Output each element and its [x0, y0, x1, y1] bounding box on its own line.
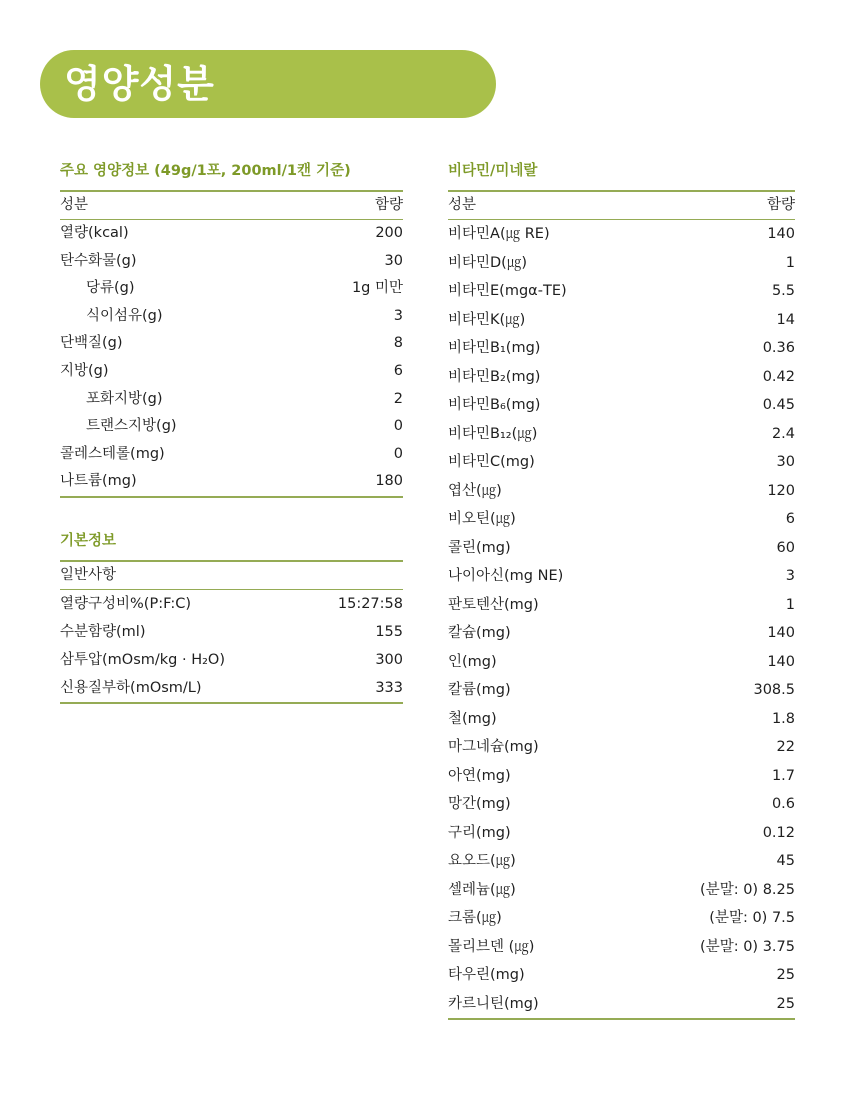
- table-row: [448, 990, 795, 1020]
- row-value: 1.7: [771, 767, 795, 784]
- row-value: (분말: 0) 7.5: [709, 910, 795, 926]
- basic-title: 기본정보: [60, 533, 117, 549]
- table-row: [448, 847, 795, 876]
- row-value: 1.8: [771, 710, 795, 727]
- row-value: 0: [393, 418, 403, 435]
- basic-section: [60, 530, 403, 704]
- row-name: 나이아신(mg NE): [448, 568, 564, 584]
- table-row: [60, 358, 403, 386]
- nutrition-title: 주요 영양정보 (49g/1포, 200ml/1캔 기준): [60, 163, 351, 179]
- table-row: [448, 534, 795, 563]
- table-row: [60, 386, 403, 414]
- row-value: 180: [299, 468, 404, 497]
- row-value: 155: [375, 624, 403, 640]
- row-name: 판토텐산(mg): [448, 596, 539, 613]
- table-row: [60, 330, 403, 358]
- row-value: 3: [393, 307, 403, 324]
- row-value: 6: [393, 362, 403, 379]
- nutrition-col-name: 성분: [60, 191, 299, 220]
- row-value: 25: [641, 990, 795, 1020]
- row-value: 0.45: [762, 397, 795, 413]
- row-name: 포화지방(g): [86, 390, 163, 407]
- row-value: 1g 미만: [351, 280, 403, 297]
- row-value: 0: [393, 445, 403, 462]
- row-value: 1: [785, 596, 795, 613]
- page-title: 영양성분: [64, 61, 215, 106]
- table-row: [448, 819, 795, 848]
- row-value: 6: [785, 511, 795, 527]
- row-name: 망간(mg): [448, 796, 511, 812]
- row-value: 140: [767, 625, 795, 641]
- row-name: 비오틴(㎍): [448, 511, 516, 527]
- row-value: 1: [785, 254, 795, 271]
- basic-subheader: 일반사항: [60, 561, 403, 590]
- vitamins-col-value: 함량: [641, 191, 795, 220]
- row-name: 크롬(㎍): [448, 910, 502, 926]
- row-value: 25: [776, 967, 795, 983]
- row-value: 200: [375, 225, 403, 241]
- table-row: [448, 391, 795, 420]
- row-name: 구리(mg): [448, 824, 511, 841]
- table-row: [60, 220, 403, 248]
- table-row: [448, 420, 795, 449]
- row-value: 15:27:58: [337, 596, 403, 612]
- section-banner: [40, 50, 496, 118]
- table-row: [448, 961, 795, 990]
- row-name: 비타민D(㎍): [448, 254, 527, 271]
- row-name: 탄수화물(g): [60, 252, 137, 269]
- row-name: 타우린(mg): [448, 967, 525, 983]
- row-value: 0.12: [762, 824, 795, 841]
- table-row: [448, 904, 795, 933]
- row-name: 칼슘(mg): [448, 625, 511, 641]
- table-row: [448, 790, 795, 819]
- table-row: [448, 249, 795, 278]
- row-value: (분말: 0) 3.75: [700, 938, 795, 955]
- table-row: [448, 591, 795, 620]
- row-name: 요오드(㎍): [448, 853, 516, 869]
- table-row: [448, 933, 795, 962]
- row-value: 30: [776, 454, 795, 470]
- row-name: 지방(g): [60, 362, 109, 379]
- row-name: 카르니틴(mg): [448, 990, 641, 1020]
- row-value: 5.5: [771, 283, 795, 299]
- table-row: [60, 248, 403, 276]
- row-name: 마그네슘(mg): [448, 739, 539, 755]
- nutrition-col-value: 함량: [299, 191, 404, 220]
- row-name: 신용질부하(mOsm/L): [60, 674, 306, 703]
- table-row: [448, 733, 795, 762]
- basic-table: [60, 560, 403, 704]
- row-name: 인(mg): [448, 653, 497, 670]
- table-row: [448, 876, 795, 905]
- nutrition-section: [60, 160, 403, 498]
- row-name: 비타민C(mg): [448, 454, 535, 470]
- row-value: 30: [384, 252, 403, 269]
- table-row: [448, 363, 795, 392]
- table-row: [60, 468, 403, 497]
- table-row: [448, 648, 795, 677]
- table-row: [60, 413, 403, 441]
- row-value: 140: [767, 226, 795, 242]
- row-name: 나트륨(mg): [60, 468, 299, 497]
- row-name: 식이섬유(g): [86, 307, 163, 324]
- table-row: [448, 505, 795, 534]
- table-row: [60, 646, 403, 674]
- table-row: [448, 676, 795, 705]
- table-row: [60, 275, 403, 303]
- row-name: 비타민B₁₂(㎍): [448, 425, 538, 442]
- table-row: [448, 277, 795, 306]
- table-row: [448, 705, 795, 734]
- row-name: 철(mg): [448, 710, 497, 727]
- row-name: 콜레스테롤(mg): [60, 445, 165, 462]
- row-name: 비타민B₆(mg): [448, 397, 541, 413]
- row-value: 300: [375, 652, 403, 668]
- row-value: 2: [393, 390, 403, 407]
- row-name: 셀레늄(㎍): [448, 881, 516, 898]
- row-value: (분말: 0) 8.25: [700, 881, 795, 898]
- row-name: 아연(mg): [448, 767, 511, 784]
- row-value: 22: [776, 739, 795, 755]
- row-name: 비타민B₂(mg): [448, 368, 541, 385]
- row-value: 14: [776, 311, 795, 328]
- vitamins-col-name: 성분: [448, 191, 641, 220]
- table-row: [448, 619, 795, 648]
- row-name: 비타민E(mgα-TE): [448, 283, 567, 299]
- vitamins-title: 비타민/미네랄: [448, 163, 538, 179]
- row-name: 수분함량(ml): [60, 624, 146, 640]
- table-row: [448, 334, 795, 363]
- table-row: [60, 618, 403, 646]
- vitamins-table: [448, 190, 795, 1020]
- row-value: 45: [776, 853, 795, 869]
- row-value: 60: [776, 539, 795, 556]
- table-row: [448, 762, 795, 791]
- row-name: 열량(kcal): [60, 225, 129, 241]
- table-row: [60, 674, 403, 703]
- row-name: 삼투압(mOsm/kg · H₂O): [60, 652, 225, 668]
- table-row: [60, 590, 403, 619]
- table-row: [60, 441, 403, 469]
- row-name: 비타민B₁(mg): [448, 340, 541, 356]
- row-name: 콜린(mg): [448, 539, 511, 556]
- table-row: [60, 303, 403, 331]
- row-value: 120: [767, 482, 795, 499]
- row-name: 엽산(㎍): [448, 482, 502, 499]
- row-value: 140: [767, 653, 795, 670]
- row-name: 트랜스지방(g): [86, 418, 177, 435]
- row-name: 열량구성비%(P:F:C): [60, 596, 191, 612]
- row-name: 칼륨(mg): [448, 682, 511, 698]
- table-row: [448, 220, 795, 249]
- row-value: 8: [393, 335, 403, 352]
- table-row: [448, 448, 795, 477]
- row-name: 비타민K(㎍): [448, 311, 526, 328]
- row-value: 2.4: [771, 425, 795, 442]
- table-row: [448, 562, 795, 591]
- row-value: 308.5: [753, 682, 795, 698]
- row-value: 333: [306, 674, 403, 703]
- row-value: 0.6: [771, 796, 795, 812]
- row-name: 비타민A(㎍ RE): [448, 226, 550, 242]
- table-row: [448, 477, 795, 506]
- row-value: 3: [785, 568, 795, 584]
- vitamins-section: [448, 160, 795, 1020]
- row-name: 당류(g): [86, 280, 135, 297]
- table-row: [448, 306, 795, 335]
- row-value: 0.36: [762, 340, 795, 356]
- nutrition-table: [60, 190, 403, 498]
- row-value: 0.42: [762, 368, 795, 385]
- row-name: 몰리브덴 (㎍): [448, 938, 535, 955]
- row-name: 단백질(g): [60, 335, 123, 352]
